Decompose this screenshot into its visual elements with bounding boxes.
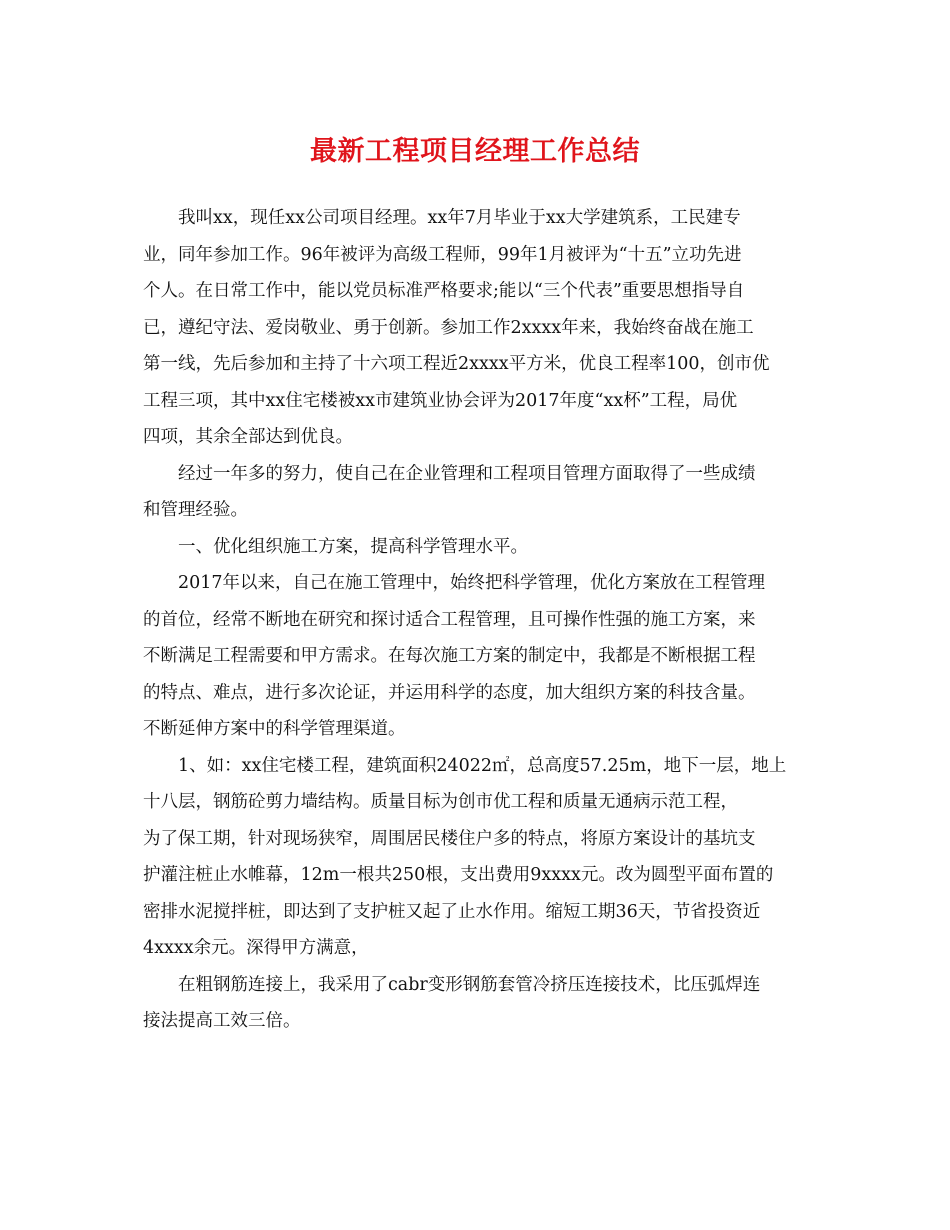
text-line: 护灌注桩止水帷幕，12m一根共250根，支出费用9xxxx元。改为圆型平面布置的 — [143, 865, 774, 885]
document-body — [143, 200, 811, 1040]
text-line: 已，遵纪守法、爱岗敬业、勇于创新。参加工作2xxxx年来，我始终奋战在施工 — [143, 317, 754, 338]
text-line: 四项，其余全部达到优良。 — [143, 427, 353, 447]
text-line: 的特点、难点，进行多次论证，并运用科学的态度，加大组织方案的科技含量。 — [143, 682, 756, 703]
text-line: 工程三项，其中xx住宅楼被xx市建筑业协会评为2017年度“xx杯”工程，局优 — [143, 390, 738, 411]
text-line: 4xxxx余元。深得甲方满意， — [143, 938, 369, 958]
text-line: 和管理经验。 — [143, 500, 248, 520]
text-line: 第一线，先后参加和主持了十六项工程近2xxxx平方米，优良工程率100，创市优 — [143, 354, 770, 374]
section-heading: 一、优化组织施工方案，提高科学管理水平。 — [178, 536, 528, 557]
text-line: 2017年以来，自己在施工管理中，始终把科学管理，优化方案放在工程管理 — [178, 573, 766, 593]
text-line: 密排水泥搅拌桩，即达到了支护桩又起了止水作用。缩短工期36天，节省投资近 — [143, 901, 761, 922]
text-line: 1、如：xx住宅楼工程，建筑面积24022㎡，总高度57.25m，地下一层，地上 — [178, 755, 787, 776]
text-line: 不断满足工程需要和甲方需求。在每次施工方案的制定中，我都是不断根据工程 — [143, 646, 756, 666]
text-line: 不断延伸方案中的科学管理渠道。 — [143, 719, 406, 739]
text-line: 个人。在日常工作中，能以党员标准严格要求;能以“三个代表”重要思想指导自 — [143, 281, 745, 301]
text-line: 接法提高工效三倍。 — [143, 1011, 301, 1031]
text-line: 为了保工期，针对现场狭窄，周围居民楼住户多的特点，将原方案设计的基坑支 — [143, 828, 756, 849]
text-line: 十八层，钢筋砼剪力墙结构。质量目标为创市优工程和质量无通病示范工程， — [143, 792, 738, 812]
text-line: 在粗钢筋连接上，我采用了cabr变形钢筋套管冷挤压连接技术，比压弧焊连 — [178, 974, 761, 995]
document-title: 最新工程项目经理工作总结 — [310, 136, 640, 167]
text-line: 业，同年参加工作。96年被评为高级工程师，99年1月被评为“十五”立功先进 — [143, 244, 742, 265]
text-line: 我叫xx，现任xx公司项目经理。xx年7月毕业于xx大学建筑系，工民建专 — [178, 208, 741, 228]
text-line: 经过一年多的努力，使自己在企业管理和工程项目管理方面取得了一些成绩 — [178, 463, 756, 484]
text-line: 的首位，经常不断地在研究和探讨适合工程管理，且可操作性强的施工方案，来 — [143, 609, 756, 630]
